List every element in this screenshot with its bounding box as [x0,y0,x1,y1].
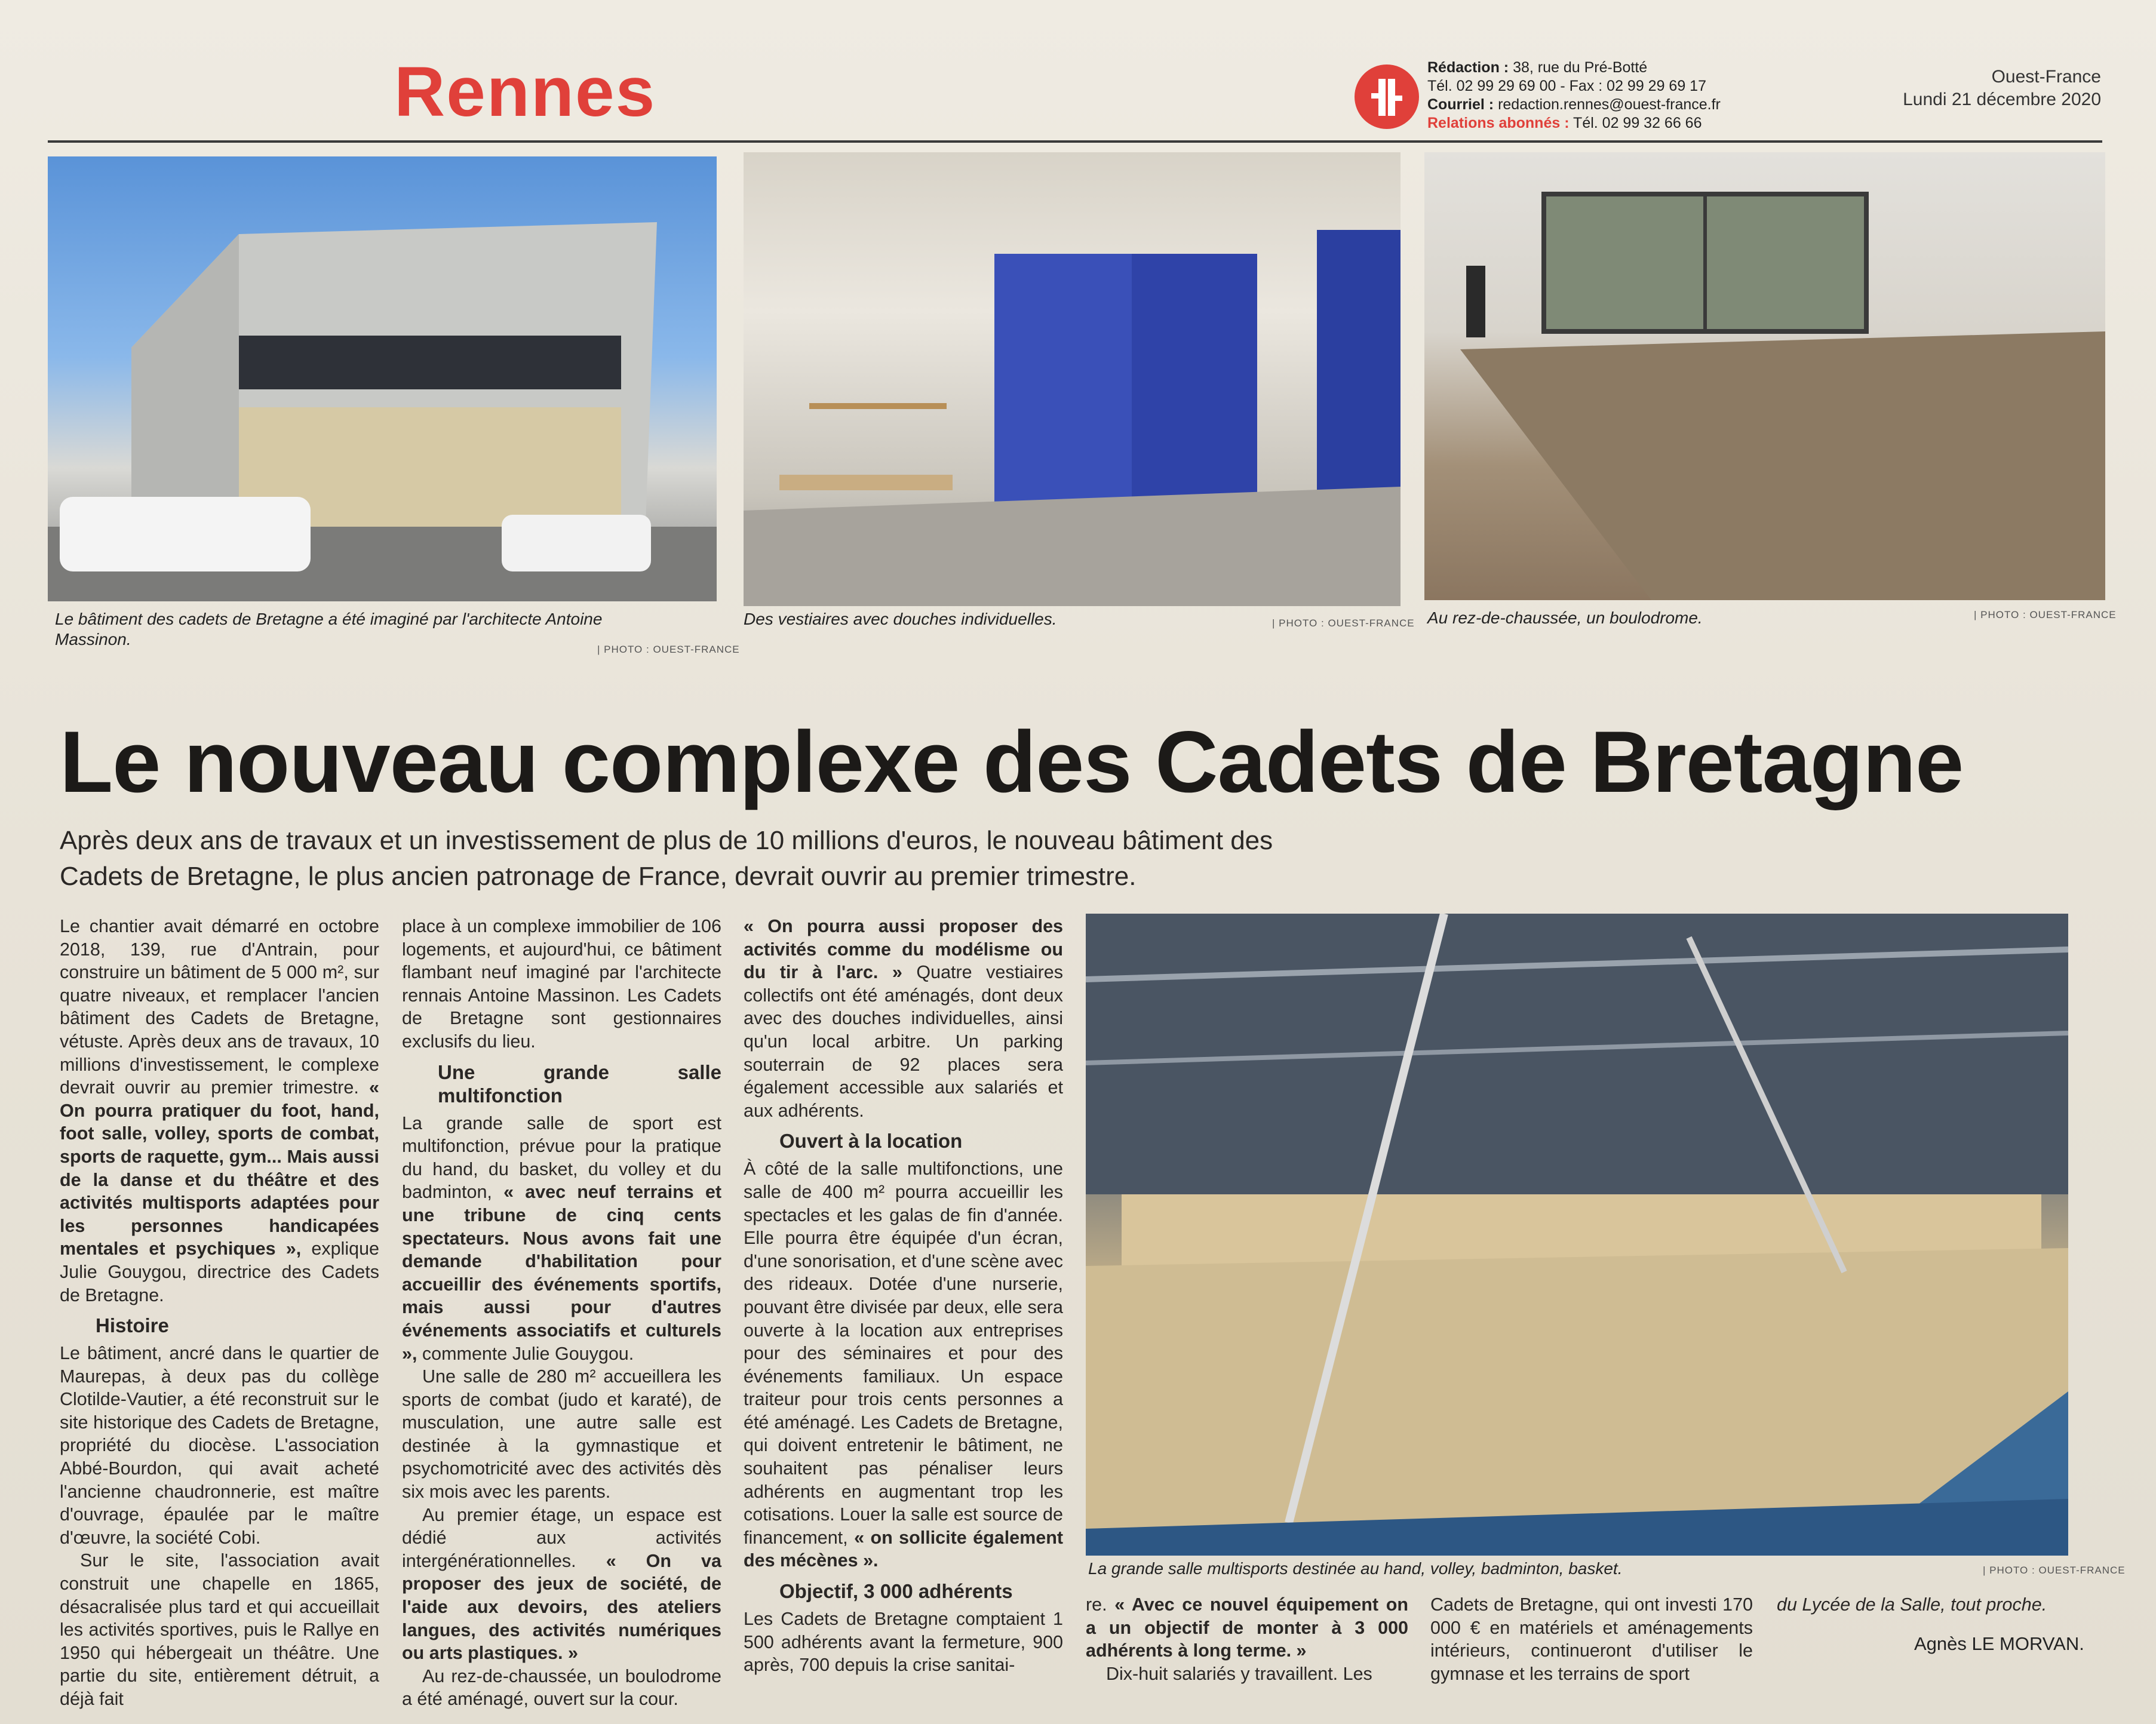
building-exterior-photo [48,156,717,601]
ouest-france-logo-icon [1355,64,1419,129]
publication-info [1903,66,2101,111]
paragraph: Le chantier avait démarré en octobre 2018, 139, rue d'Antrain, pour construire un bâtiment de 5 000 m², sur quatre niveaux, et remplacer l'ancien bâtiment des Cadets de Bretagne, vétuste. Après deux ans de travaux, 10 millions d'investissement, le complexe devrait ouvrir au premier trimestre. « On pourra pratiquer du foot, hand, foot salle, volley, sports de combat, sports de raquette, gym... Mais aussi de la danse et du théâtre et des activités multisports adaptées pour les personnes handicapées mentales et psychiques », explique Julie Gouygou, directrice des Cadets de Bretagne. [60,916,379,1305]
article-column-4 [1086,1593,1408,1685]
phone-line: Tél. 02 99 29 69 00 - Fax : 02 99 29 69 17 [1427,78,1706,94]
locker-room-photo [744,152,1401,606]
abonnes-phone: Tél. 02 99 32 66 66 [1573,115,1702,131]
paragraph: La grande salle de sport est multifonction, prévue pour la pratique du hand, du basket, du volley et du badminton, « avec neuf terrains et une tribune de cinq cents spectateurs. Nous avons fait une demande d'habilitation pour accueillir des événements sportifs, mais aussi pour d'autres événements associatifs et culturels », commente Julie Gouygou. [402,1113,721,1364]
paragraph: Le bâtiment, ancré dans le quartier de Maurepas, à deux pas du collège Clotilde-Vautier, a été reconstruit sur le site historique des Cadets de Bretagne, propriété du diocèse. L'association Abbé-Bourdon, qui avait acheté l'ancienne chaudronnerie, est maître d'ouvrage, épaulée par le maître d'œuvre, la société Cobi. [60,1343,379,1548]
courriel-label: Courriel : [1427,96,1494,113]
author-signature: Agnès LE MORVAN. [1914,1633,2084,1654]
photo-2-credit: | PHOTO : OUEST-FRANCE [1272,617,1415,629]
paragraph: du Lycée de la Salle, tout proche. [1777,1594,2047,1615]
article-headline: Le nouveau complexe des Cadets de Bretagne [60,713,1964,810]
photo-3-caption: Au rez-de-chaussée, un boulodrome. [1427,609,1703,627]
article-standfirst: Après deux ans de travaux et un investissement de plus de 10 millions d'euros, le nouveau bâtiment des Cadets de Bretagne, le plus ancien patronage de France, devrait ouvrir au premier trimestre. [60,826,1273,891]
paragraph: Cadets de Bretagne, qui ont investi 170 000 € en matériels et aménagements intérieurs, continueront d'utiliser le gymnase et les terrains de sport [1430,1594,1753,1684]
subheading-grande-salle: Une grande salle multifonction [438,1061,721,1107]
photo-1-credit: | PHOTO : OUEST-FRANCE [597,644,740,655]
paragraph: place à un complexe immobilier de 106 logements, et aujourd'hui, ce bâtiment flambant neuf imaginé par l'architecte rennais Antoine Massinon. Les Cadets de Bretagne sont gestionnaires exclusifs du lieu. [402,916,721,1052]
article-column-2 [402,915,721,1711]
paragraph: Dix-huit salariés y travaillent. Les [1106,1663,1372,1684]
paragraph: re. « Avec ce nouvel équipement on a un objectif de monter à 3 000 adhérents à long terme. » [1086,1594,1408,1661]
section-title: Rennes [394,53,656,131]
article-column-5 [1430,1593,1753,1685]
redaction-label: Rédaction : [1427,59,1509,76]
paragraph: À côté de la salle multifonctions, une salle de 400 m² pourra accueillir les spectacles et les galas de fin d'année. Elle pourra être équipée d'un écran, d'une sonorisation, et d'une scène avec des rideaux. Dotée d'une nurserie, pouvant être divisée par deux, elle sera ouverte à la location aux entreprises pour des séminaires et pour des événements familiaux. Un espace traiteur pour trois cents personnes a été aménagé. Les Cadets de Bretagne, qui doivent entretenir le bâtiment, ne souhaitent pas pénaliser leurs adhérents en augmentant trop les cotisations. Louer la salle est source de financement, « on sollicite également des mécènes ». [744,1158,1064,1571]
article-column-3 [744,915,1063,1677]
subheading-location: Ouvert à la location [779,1130,963,1153]
photo-2-caption: Des vestiaires avec douches individuelles. [744,610,1057,628]
abonnes-label: Relations abonnés : [1427,115,1570,131]
paragraph: Les Cadets de Bretagne comptaient 1 500 adhérents avant la fermeture, 900 après, 700 depuis la crise sanitai- [744,1609,1063,1676]
photo-4-credit: | PHOTO : OUEST-FRANCE [1983,1565,2126,1576]
paragraph: Une salle de 280 m² accueillera les sports de combat (judo et karaté), de musculation, une autre salle est destinée à la gymnastique et psychomotricité avec des activités dès six mois avec les parents. [402,1366,721,1502]
paragraph: Sur le site, l'association avait construit une chapelle en 1865, désacralisée plus tard et qui accueillait les activités sportives, puis le Rallye en 1950 qui hébergeait un théâtre. Une partie du site, entièrement détruit, a déjà fait [60,1550,379,1709]
subheading-histoire: Histoire [96,1314,169,1337]
publication-name: Ouest-France [1991,67,2101,87]
redaction-address: 38, rue du Pré-Botté [1513,59,1648,76]
header-rule [48,140,2102,143]
paragraph: « On pourra aussi proposer des activités comme du modélisme ou du tir à l'arc. » Quatre vestiaires collectifs ont été aménagés, dont deux avec des douches individuelles, ainsi qu'un local arbitre. Un parking souterrain de 92 places sera également accessible aux salariés et aux adhérents. [744,916,1063,1121]
contact-block [1427,59,1721,133]
publication-date: Lundi 21 décembre 2020 [1903,90,2101,109]
boulodrome-photo [1424,152,2105,600]
paragraph: Au premier étage, un espace est dédié aux activités intergénérationnelles. « On va proposer des jeux de société, de l'aide aux devoirs, des ateliers langues, des activités numériques ou arts plastiques. » [402,1504,721,1664]
paragraph: Au rez-de-chaussée, un boulodrome a été aménagé, ouvert sur la cour. [402,1665,721,1710]
article-column-1 [60,915,379,1711]
courriel-address: redaction.rennes@ouest-france.fr [1498,96,1721,113]
photo-4-caption: La grande salle multisports destinée au hand, volley, badminton, basket. [1088,1559,1623,1578]
subheading-objectif: Objectif, 3 000 adhérents [779,1580,1013,1603]
article-column-6 [1777,1593,2102,1617]
photo-1-caption: Le bâtiment des cadets de Bretagne a été imaginé par l'architecte Antoine Massinon. [55,610,603,649]
photo-3-credit: | PHOTO : OUEST-FRANCE [1974,609,2117,620]
multisport-hall-photo [1086,914,2068,1556]
